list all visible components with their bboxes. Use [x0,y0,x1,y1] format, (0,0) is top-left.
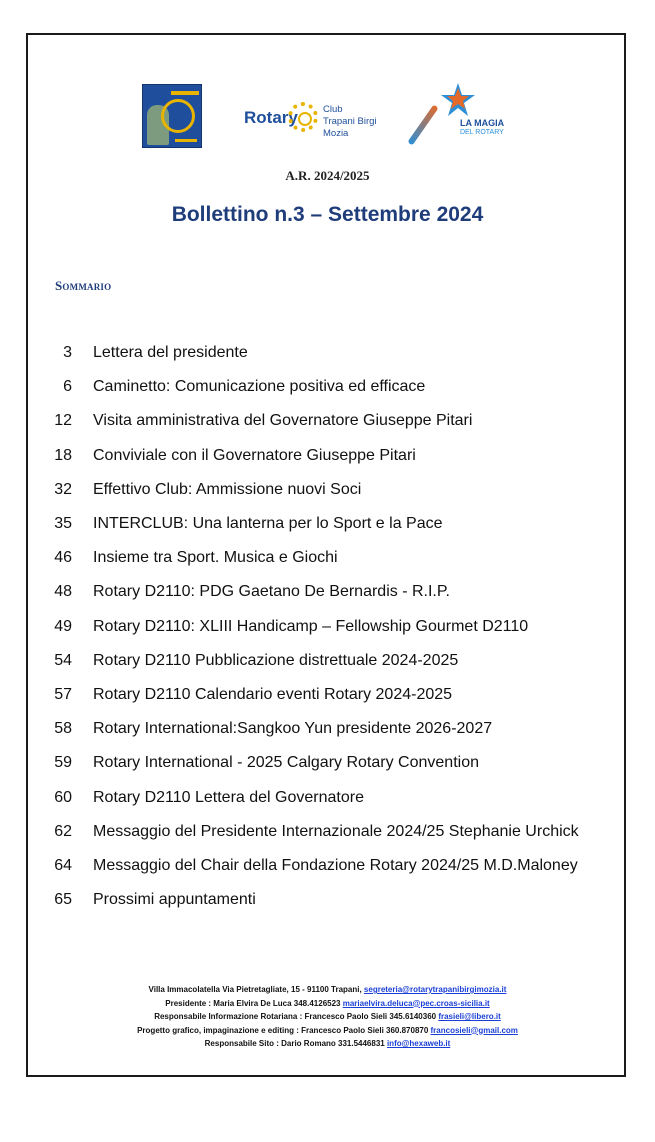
toc-entry-title: Rotary D2110: PDG Gaetano De Bernardis - R.I.P. [93,583,450,601]
toc-item[interactable] [0,754,655,784]
toc-entry-title: Prossimi appuntamenti [93,891,256,909]
toc-page-number: 57 [54,686,72,703]
footer-site-manager: Responsabile Sito : Dario Romano 331.5446831 info@hexaweb.it [204,1039,451,1048]
toc-item[interactable] [0,549,655,579]
toc-entry-title: Messaggio del Chair della Fondazione Rotary 2024/25 M.D.Maloney [93,857,578,874]
district-logo-icon [142,84,202,148]
club-name [323,104,400,140]
toc-entry-title: Rotary D2110 Pubblicazione distrettuale 2024-2025 [93,651,459,669]
toc-page-number: 64 [54,857,72,874]
club-label: Club [323,104,343,115]
toc-entry-title: Rotary International - 2025 Calgary Rotary Convention [93,754,479,772]
toc-item[interactable] [0,789,655,819]
toc-entry-title: Rotary D2110 Calendario eventi Rotary 2024-2025 [93,686,453,703]
logo-bar [0,82,655,152]
toc-page-number: 62 [54,822,72,840]
toc-entry-title: Rotary D2110: XLIII Handicamp – Fellowship Gourmet D2110 [93,617,529,635]
toc-entry-title: Visita amministrativa del Governatore Giuseppe Pitari [93,412,473,430]
footer-address: Villa Immacolatella Via Pietretagliate, 15 - 91100 Trapani, segreteria@rotarytrapanibirgimozia.it [148,985,507,994]
toc-page-number: 35 [54,515,72,532]
rotary-wordmark: Rotary [244,108,298,127]
section-title: Sommario [55,278,112,293]
toc-item[interactable] [0,857,655,887]
toc-entry-title: Rotary D2110 Lettera del Governatore [93,788,364,806]
toc-page-number: 49 [54,617,72,635]
toc-page-number: 48 [54,583,72,601]
page-title: Bollettino n.3 – Settembre 2024 [171,203,484,226]
secretary-email-link[interactable]: segreteria@rotarytrapanibirgimozia.it [363,985,507,994]
toc-page-number: 32 [54,480,72,498]
toc-item[interactable] [0,652,655,682]
toc-entry-title: Caminetto: Comunicazione positiva ed efficace [93,378,426,396]
footer-info-manager: Responsabile Informazione Rotariana : Francesco Paolo Sieli 345.6140360 frasieli@libero.it [154,1012,501,1021]
toc-entry-title: Insieme tra Sport. Musica e Giochi [93,549,338,567]
toc-page-number: 3 [63,344,72,361]
toc-entry-title: Rotary International:Sangkoo Yun presidente 2026-2027 [93,720,493,738]
toc-item[interactable] [0,447,655,477]
site-email-link[interactable]: info@hexaweb.it [386,1039,451,1048]
club-city: Trapani Birgi Mozia [323,116,377,139]
toc-item[interactable] [0,412,655,442]
star-icon [440,82,476,118]
toc-item[interactable] [0,378,655,408]
toc-page-number: 54 [54,651,72,669]
toc-page-number: 6 [63,378,72,396]
footer-president: Presidente : Maria Elvira De Luca 348.4126523 mariaelvira.deluca@pec.croas-sicilia.it [165,998,490,1008]
magia-rotary-logo [418,82,518,148]
toc-page-number: 18 [54,446,72,464]
toc-entry-title: INTERCLUB: Una lanterna per lo Sport e la Pace [93,515,443,532]
toc-page-number: 59 [54,754,72,772]
toc-page-number: 60 [54,788,72,806]
magia-subtitle: DEL ROTARY [460,129,504,136]
footer [0,983,655,1051]
toc-item[interactable] [0,481,655,511]
toc-entry-title: Conviviale con il Governatore Giuseppe Pitari [93,446,416,464]
toc-item[interactable] [0,686,655,716]
toc-item[interactable] [0,618,655,648]
toc-item[interactable] [0,720,655,750]
toc-entry-title: Lettera del presidente [93,344,248,361]
toc-item[interactable] [0,891,655,921]
info-email-link[interactable]: frasieli@libero.it [438,1012,501,1021]
toc-page-number: 65 [54,891,72,909]
magia-title: LA MAGIA [460,118,505,128]
toc-page-number: 58 [54,720,72,738]
toc-item[interactable] [0,823,655,853]
toc-page-number: 46 [54,549,72,567]
rotary-wheel-icon [288,102,318,132]
toc-page-number: 12 [54,412,72,430]
footer-editing: Progetto grafico, impaginazione e editing : Francesco Paolo Sieli 360.870870 francosieli@gmail.com [137,1025,518,1035]
toc-item[interactable] [0,583,655,613]
toc-entry-title: Effettivo Club: Ammissione nuovi Soci [93,480,362,498]
rotary-club-logo [240,100,400,140]
rotary-year: A.R. 2024/2025 [285,168,370,183]
streak-icon [407,104,438,145]
toc-entry-title: Messaggio del Presidente Internazionale 2024/25 Stephanie Urchick [93,822,579,840]
toc-item[interactable] [0,515,655,545]
editing-email-link[interactable]: francosieli@gmail.com [430,1025,518,1035]
president-email-link[interactable]: mariaelvira.deluca@pec.croas-sicilia.it [342,998,490,1008]
toc-item[interactable] [0,344,655,374]
